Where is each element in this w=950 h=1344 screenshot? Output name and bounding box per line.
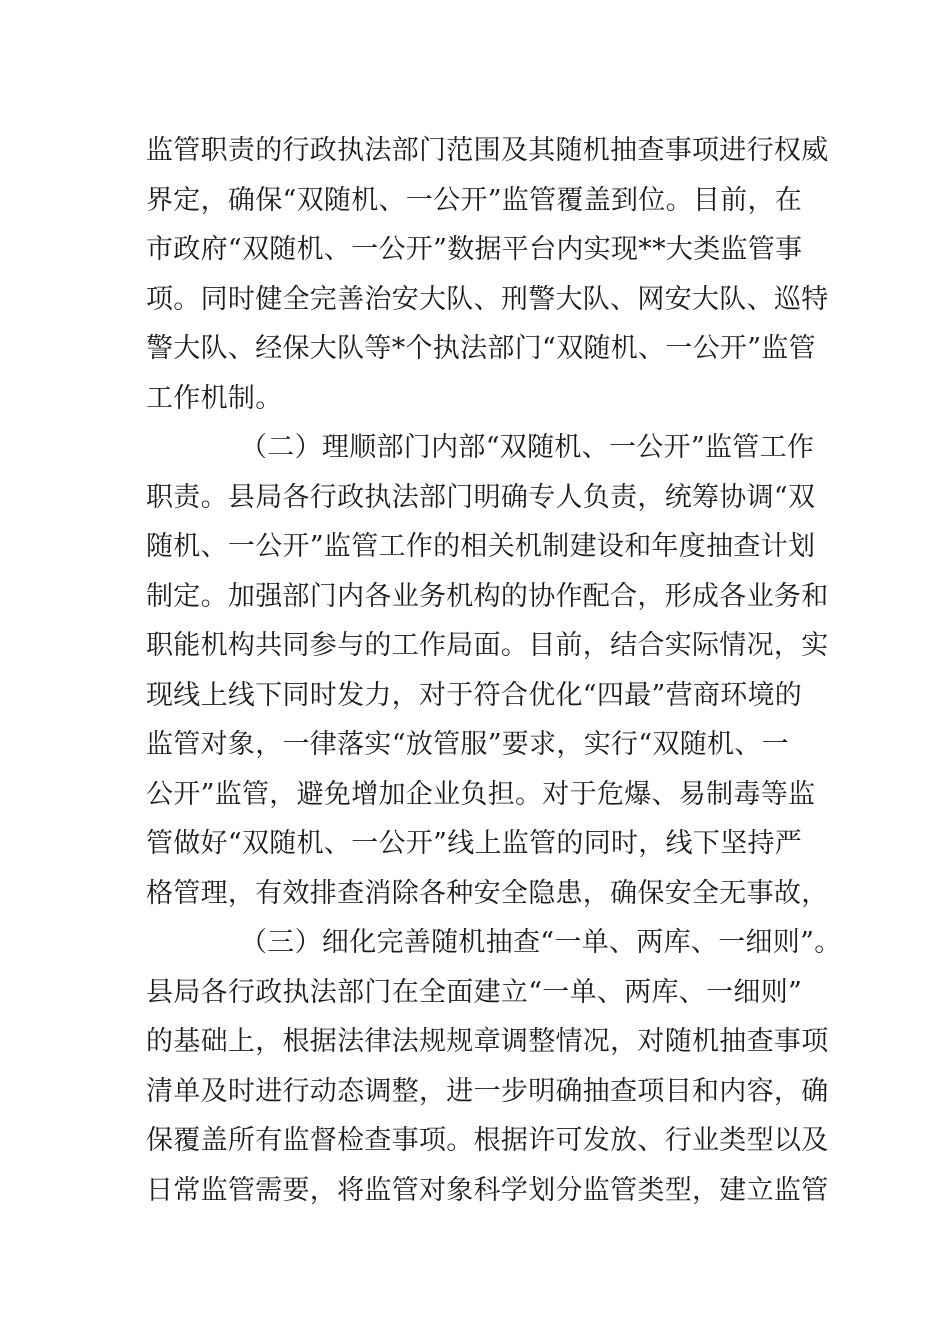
- text-line-22: 日常监管需要，将监管对象科学划分监管类型，建立监管: [146, 1175, 829, 1206]
- text-line-13: 监管对象，一律落实“放管服”要求，实行“双随机、一: [146, 729, 789, 760]
- text-line-4: 项。同时健全完善治安大队、刑警大队、网安大队、巡特: [146, 284, 829, 315]
- text-line-12: 现线上线下同时发力，对于符合优化“四最”营商环境的: [146, 680, 803, 711]
- text-line-5: 警大队、经保大队等*个执法部门“双随机、一公开”监管: [146, 333, 816, 364]
- text-line-14: 公开”监管，避免增加企业负担。对于危爆、易制毒等监: [146, 779, 816, 810]
- text-line-3: 市政府“双随机、一公开”数据平台内实现**大类监管事: [146, 234, 803, 265]
- text-line-15: 管做好“双随机、一公开”线上监管的同时，线下坚持严: [146, 828, 803, 859]
- text-line-16: 格管理，有效排查消除各种安全隐患，确保安全无事故，: [146, 878, 829, 909]
- text-line-9: 随机、一公开”监管工作的相关机制建设和年度抽查计划: [146, 531, 816, 562]
- text-line-6: 工作机制。: [146, 383, 283, 414]
- text-line-19: 的基础上，根据法律法规规章调整情况，对随机抽查事项: [146, 1026, 829, 1057]
- section-heading-3: （三）细化完善随机抽查“一单、两库、一细则”。: [240, 927, 842, 958]
- text-line-20: 清单及时进行动态调整，进一步明确抽查项目和内容，确: [146, 1076, 829, 1107]
- text-line-18: 县局各行政执法部门在全面建立“一单、两库、一细则”: [146, 977, 803, 1008]
- text-line-21: 保覆盖所有监督检查事项。根据许可发放、行业类型以及: [146, 1125, 829, 1156]
- text-line-10: 制定。加强部门内各业务机构的协作配合，形成各业务和: [146, 581, 829, 612]
- text-line-11: 职能机构共同参与的工作局面。目前，结合实际情况，实: [146, 630, 829, 661]
- section-heading-2: （二）理顺部门内部“双随机、一公开”监管工作: [240, 432, 815, 463]
- text-line-8: 职责。县局各行政执法部门明确专人负责，统筹协调“双: [146, 482, 816, 513]
- text-line-1: 监管职责的行政执法部门范围及其随机抽查事项进行权威: [146, 135, 829, 166]
- text-line-2: 界定，确保“双随机、一公开”监管覆盖到位。目前，在: [146, 185, 803, 216]
